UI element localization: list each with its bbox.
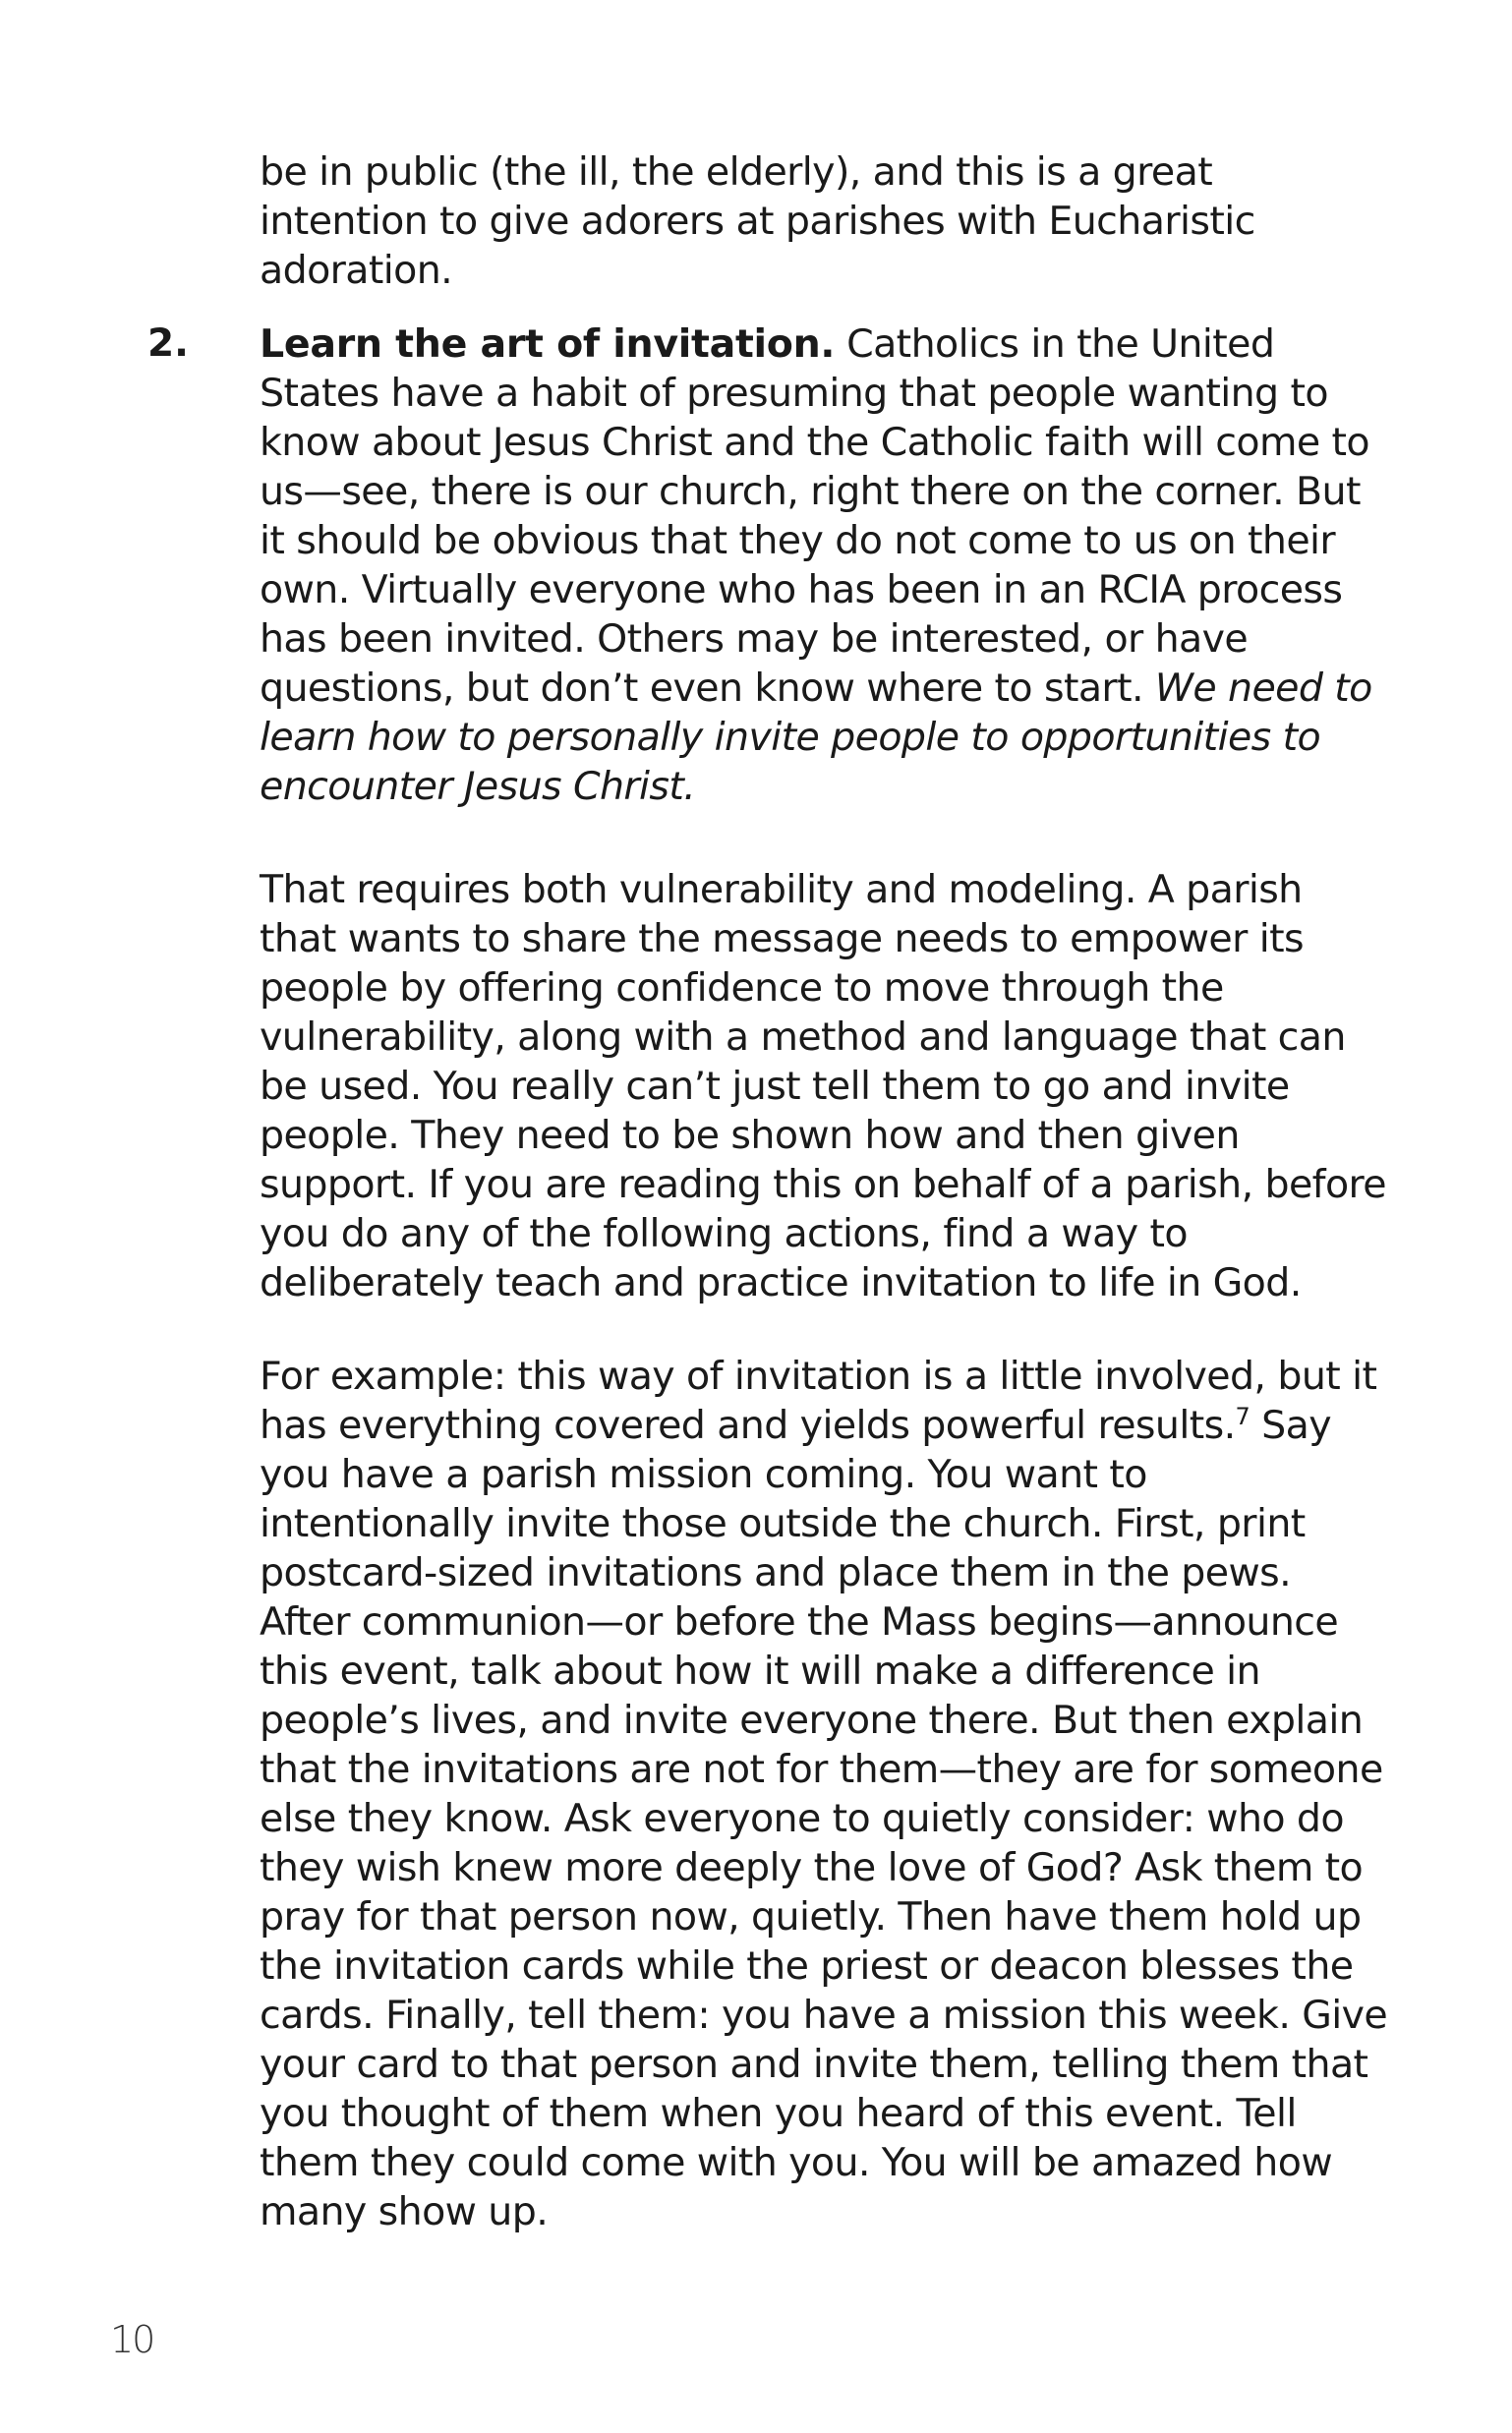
- list-item-emphasis: We need to learn how to personally invite people to opportunities to encounter Jesus Christ.: [260, 666, 1372, 809]
- footnote-reference[interactable]: 7: [1235, 1403, 1250, 1430]
- list-item-paragraph: [260, 319, 1390, 811]
- page-number: 10: [110, 2318, 154, 2361]
- paragraph-vulnerability: That requires both vulnerability and modeling. A parish that wants to share the message needs to empower its people by offering confidence to move through the vulnerability, along with a method and language that can be used. You really can’t just tell them to go and invite people. They need to be shown how and then given support. If you are reading this on behalf of a parish, before you do any of the following actions, find a way to deliberately teach and practice invitation to life in God.: [260, 867, 1387, 1305]
- continuation-paragraph: be in public (the ill, the elderly), and this is a great intention to give adorers at parishes with Eucharistic adoration.: [260, 149, 1255, 293]
- list-item-body: Catholics in the United States have a habit of presuming that people wanting to know about Jesus Christ and the Catholic faith will come to us—see, there is our church, right there on the corner. But it should be obvious that they do not come to us on their own. Virtually everyone who has been in an RCIA process has been invited. Others may be interested, or have questions, but don’t even know where to start.: [260, 321, 1369, 711]
- list-item-heading: Learn the art of invitation.: [260, 321, 836, 367]
- paragraph-example-end: Say you have a parish mission coming. You want to intentionally invite those outside the church. First, print postcard-sized invitations and place them in the pews. After communion—or before the Mass begins—announce this event, talk about how it will make a difference in people’s lives, and invite everyone there. But then explain that the invitations are not for them—they are for someone else they know. Ask everyone to quietly consider: who do they wish knew more deeply the love of God? Ask them to pray for that person now, quietly. Then have them hold up the invitation cards while the priest or deacon blesses the cards. Finally, tell them: you have a mission this week. Give your card to that person and invite them, telling them that you thought of them when you heard of this event. Tell them they could come with you. You will be amazed how many show up.: [260, 1403, 1388, 2234]
- paragraph-example-start: For example: this way of invitation is a little involved, but it has everything covered and yields powerful results.: [260, 1354, 1377, 1448]
- paragraph-example: [260, 1352, 1390, 2236]
- list-item-number: 2.: [147, 321, 189, 366]
